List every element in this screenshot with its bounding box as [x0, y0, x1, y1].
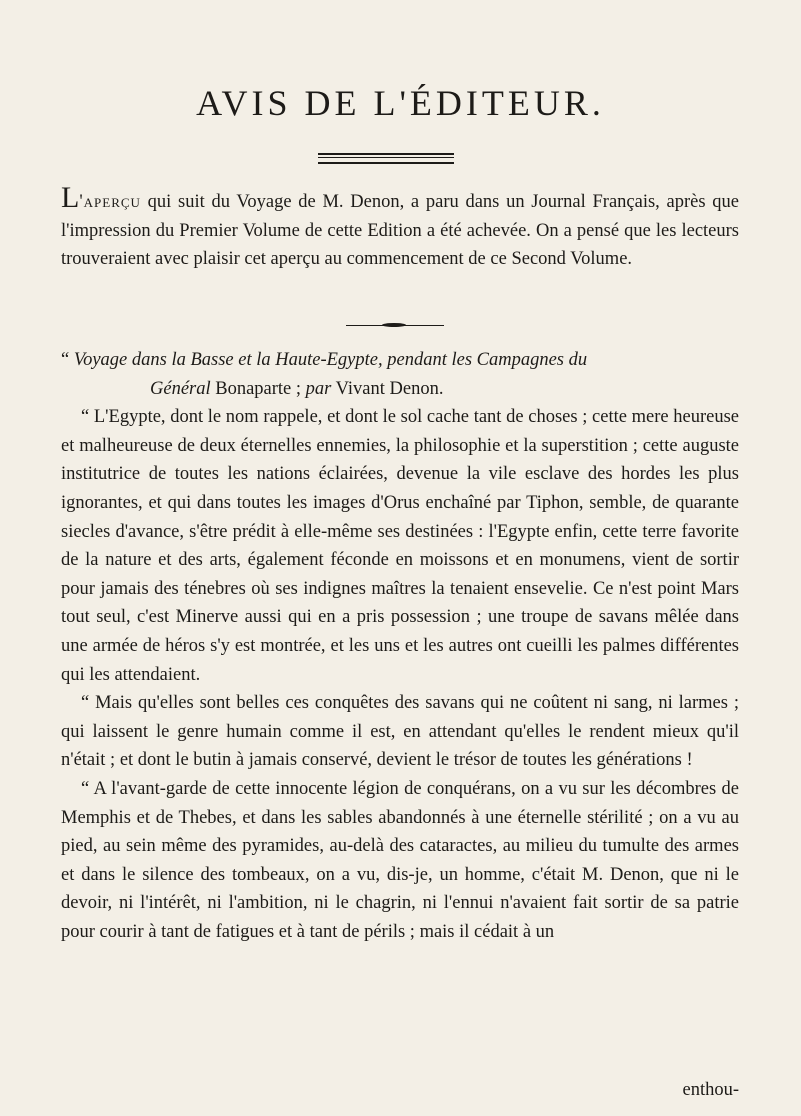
paragraph-2: “ Mais qu'elles sont belles ces conquêtes des savans qui ne coûtent ni sang, ni larmes ; qui laissent le genre humain comme il est, en attendant qu'elles le rendent mieux qu'il n'était ; et dont le butin à jamais conservé, devient le trésor de toutes les générations ! — [61, 693, 739, 771]
review-body — [61, 346, 739, 946]
paragraph-1: “ L'Egypte, dont le nom rappele, et dont le sol cache tant de choses ; cette mere heureuse et malheureuse de deux éternelles ennemies, la philosophie et la superstition ; cette auguste institutrice de toutes les nations éclairées, devenue la vile esclave des hordes les plus ignorantes, et qui dans toutes les images d'Orus enchaîné par Tiphon, semble, de quarante siecles d'avance, s'être prédit à elle-même ses destinées : l'Egypte enfin, cette terre favorite de la nature et des arts, également féconde en moissons et en monumens, vient de sortir pour jamais des ténebres où ses indignes maîtres la tenaient ensevelie. Ce n'est point Mars tout seul, c'est Minerve aussi qui en a pris possession ; une troupe de savans mêlée dans une armée de héros s'y est montrée, et les uns et les autres ont cueilli les palmes différentes qui les attendaient. — [61, 407, 739, 685]
page-title: AVIS DE L'ÉDITEUR. — [196, 83, 605, 123]
paragraph-3: “ A l'avant-garde de cette innocente légion de conquérans, on a vu sur les décombres de Memphis et de Thebes, et dans les sables abandonnés à une éternelle stérilité ; on a vu au pied, au sein même des pyramides, au-delà des cataractes, au milieu du tumulte des armes et dans le silence des tombeaux, on a vu, dis-je, un homme, c'était M. Denon, que ni le devoir, ni l'intérêt, ni l'ambition, ni le chagrin, ni l'ennui n'avaient fait sortir de sa patrie pour courir à tant de fatigues et à tant de périls ; mais il cédait à un — [61, 778, 739, 942]
review-heading — [61, 346, 739, 403]
catchword: enthou- — [682, 1080, 739, 1100]
drop-cap: L — [61, 181, 80, 214]
ornamental-divider — [346, 322, 444, 330]
heading-italic-b: Général — [150, 378, 211, 399]
intro-smallcaps: 'aperçu — [79, 192, 141, 212]
heading-italic-c: par — [305, 378, 332, 399]
intro-text: qui suit du Voyage de M. Denon, a paru dans un Journal Français, après que l'impression du Premier Volume de cette Edition a été achevée. On a pensé que les lecteurs trouveraient avec plaisir cet aperçu au commencement de ce Second Volume. — [61, 192, 739, 270]
heading-italic-a: Voyage dans la Basse et la Haute-Egypte, pendant les Campagnes du — [73, 350, 588, 370]
intro-paragraph — [61, 181, 739, 274]
heading-plain-c: Vivant Denon. — [331, 378, 444, 399]
double-rule-divider — [318, 153, 454, 164]
heading-plain-b: Bonaparte ; — [210, 378, 306, 399]
heading-open-quote: “ — [61, 350, 74, 370]
